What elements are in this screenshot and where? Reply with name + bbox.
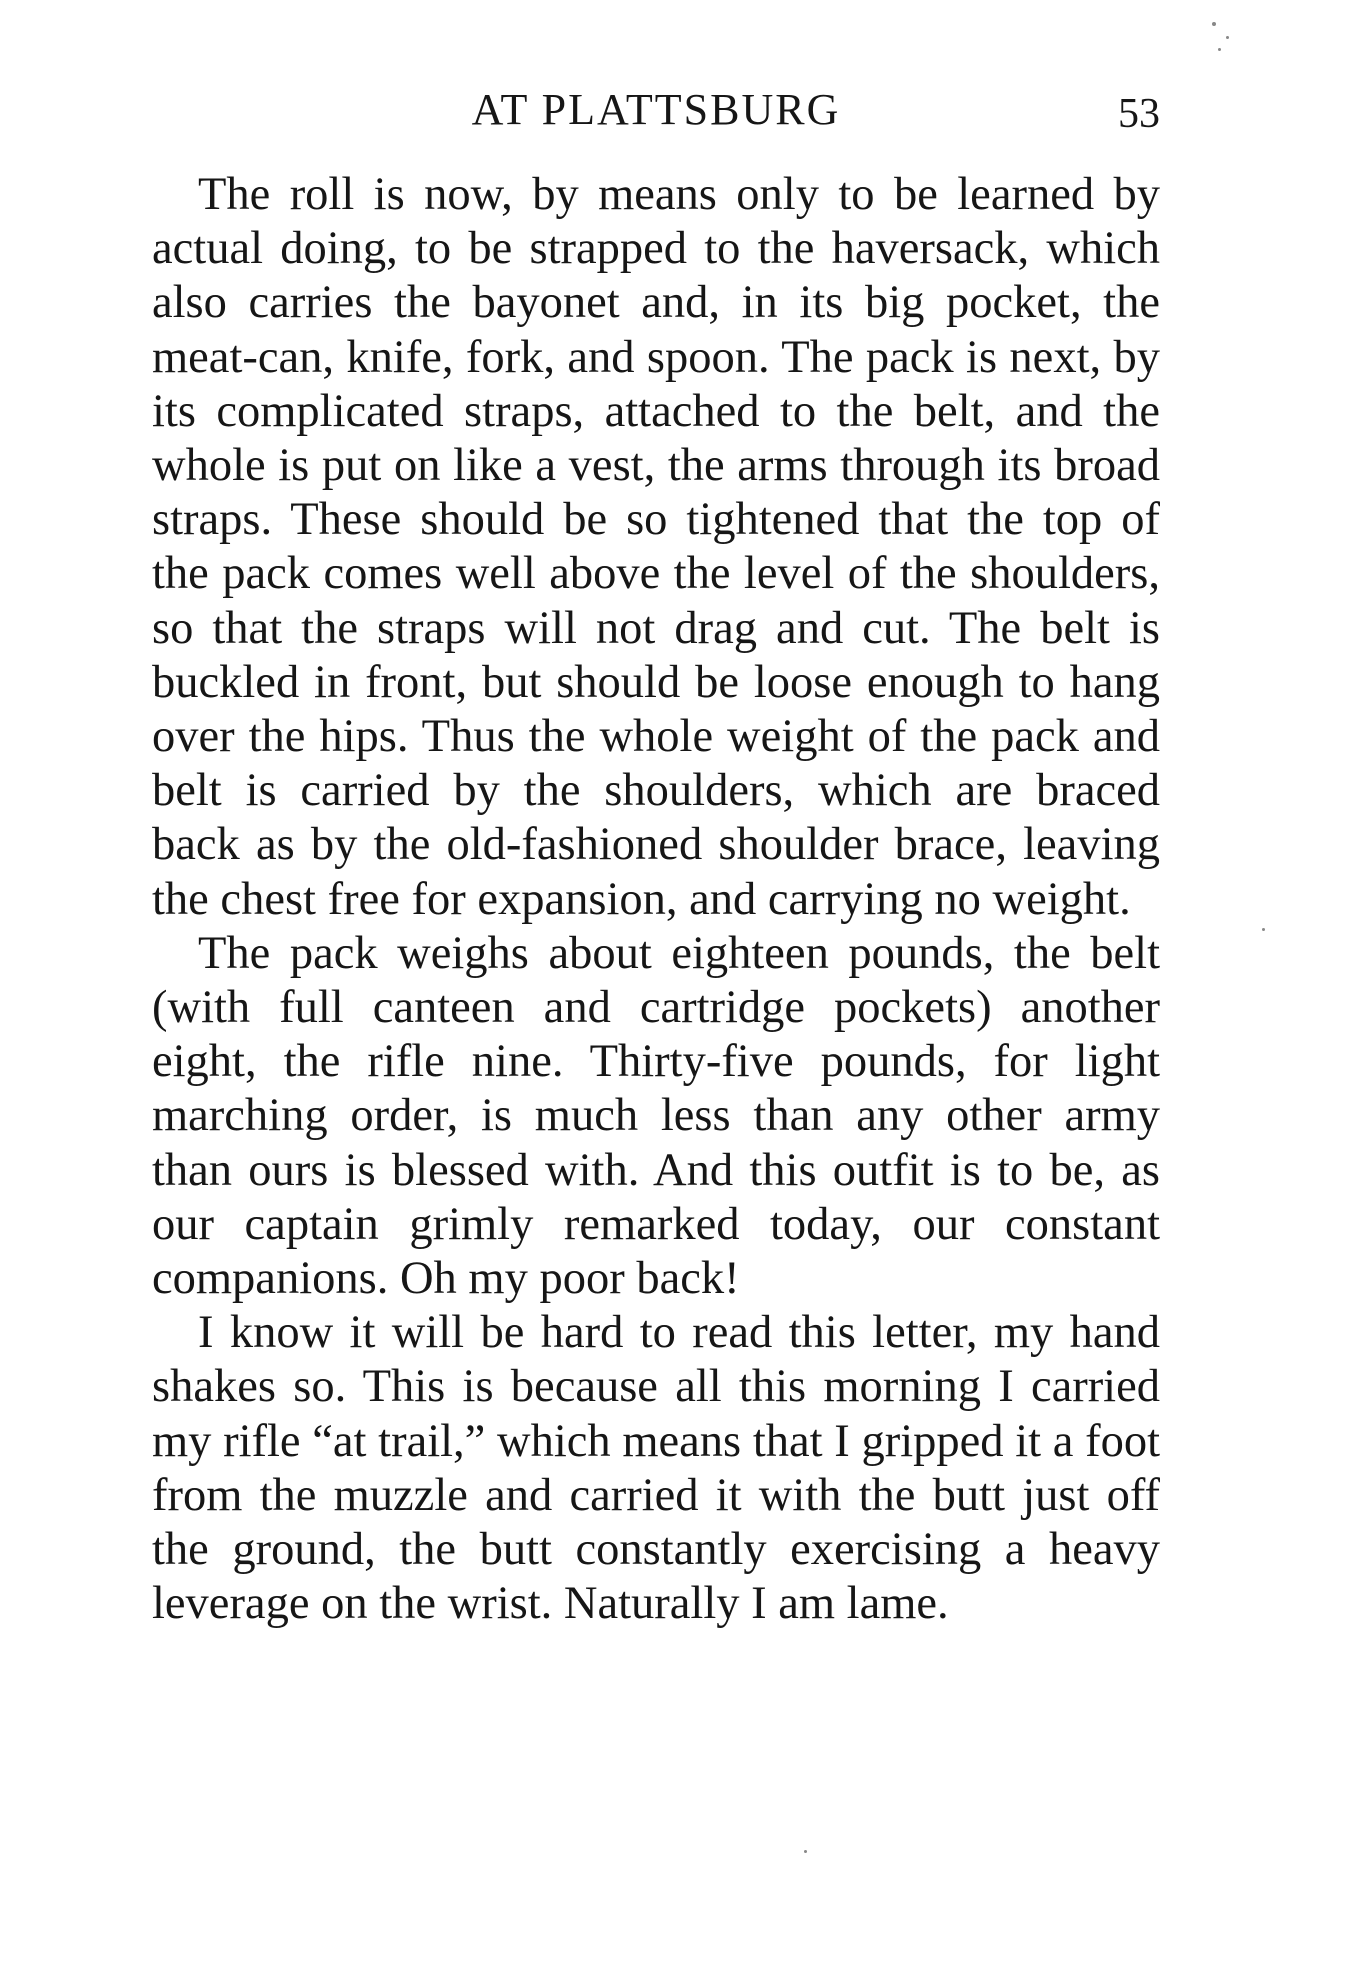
running-head — [152, 78, 1160, 142]
body-text — [152, 168, 1160, 1631]
paragraph-1: The roll is now, by means only to be learned by actual doing, to be strapped to the haversack, which also carries the bayonet and, in its big pocket, the meat-can, knife, fork, and spoon. The pack is next, by its complicated straps, attached to the belt, and the whole is put on like a vest, the arms through its broad straps. These should be so tightened that the top of the pack comes well above the level of the shoulders, so that the straps will not drag and cut. The belt is buckled in front, but should be loose enough to hang over the hips. Thus the whole weight of the pack and belt is carried by the shoulders, which are braced back as by the old-fashioned shoulder brace, leaving the chest free for expansion, and carrying no weight. — [152, 169, 1160, 925]
scan-speck — [1262, 928, 1265, 931]
scan-speck — [1212, 22, 1216, 26]
scan-speck — [804, 1850, 807, 1853]
scan-speck — [1226, 36, 1229, 39]
paragraph-3: I know it will be hard to read this letter, my hand shakes so. This is because all this morning I carried my rifle “at trail,” which means that I gripped it a foot from the muzzle and carried it with the butt just off the ground, the butt constantly exercising a heavy leverage on the wrist. Naturally I am lame. — [152, 1307, 1160, 1630]
page-number: 53 — [1118, 91, 1160, 137]
running-title: AT PLATTSBURG — [471, 85, 841, 134]
paragraph-2: The pack weighs about eighteen pounds, the belt (with full canteen and cartridge pockets) another eight, the rifle nine. Thirty-five pounds, for light marching order, is much less than any other army than ours is blessed with. And this outfit is to be, as our captain grimly remarked today, our constant companions. Oh my poor back! — [152, 927, 1160, 1305]
scan-speck — [1218, 48, 1221, 51]
